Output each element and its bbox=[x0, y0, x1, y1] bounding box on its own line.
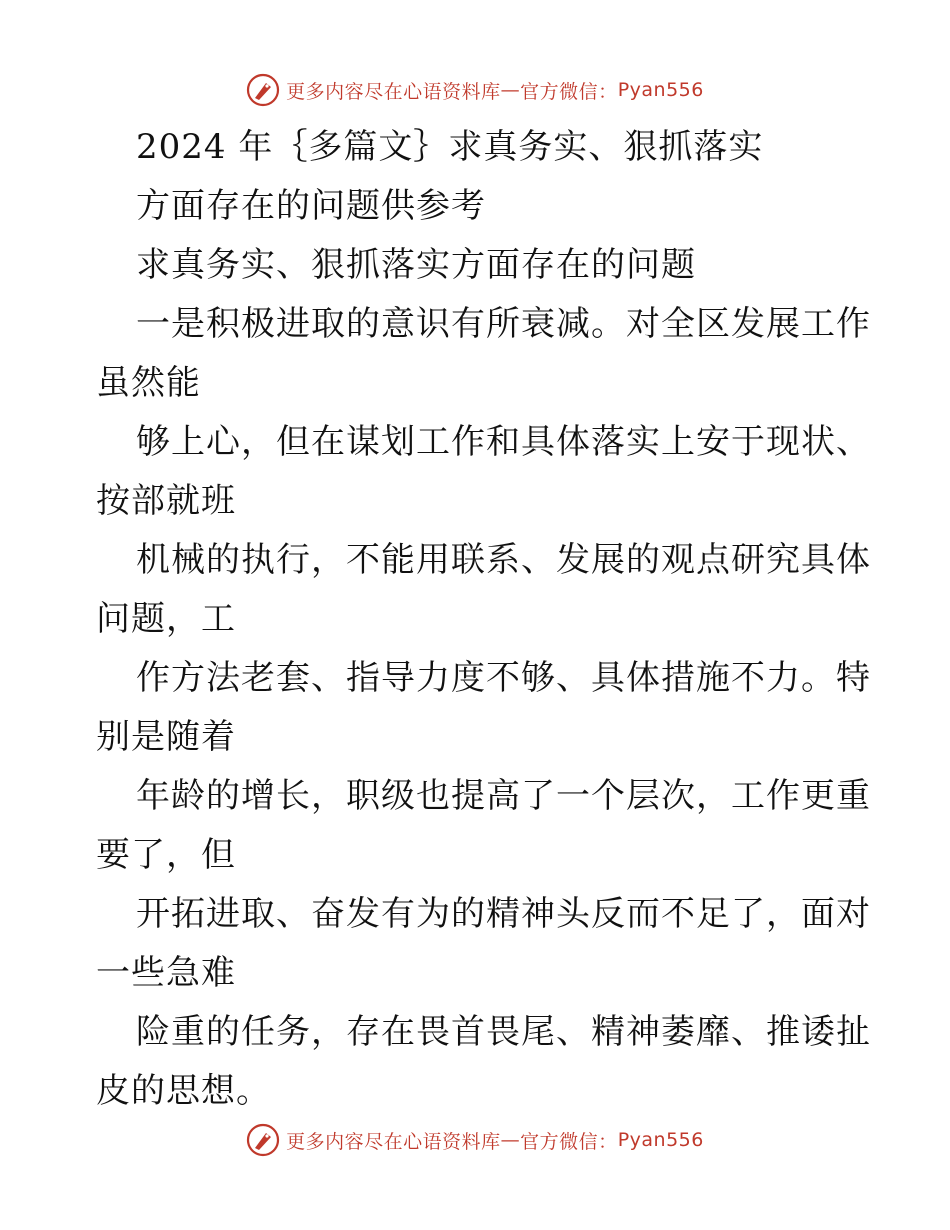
watermark-wechat-label: 官方微信： bbox=[520, 1130, 618, 1153]
watermark-wechat-id: Pyan556 bbox=[617, 79, 704, 101]
paragraph-line: 皮的思想。 bbox=[96, 1071, 271, 1111]
watermark-dash: — bbox=[500, 79, 521, 101]
paragraph-line: 问题，工 bbox=[96, 599, 236, 639]
watermark-text: 更多内容尽在心语资料库 bbox=[286, 1130, 501, 1153]
pen-nib-logo-icon bbox=[246, 1123, 280, 1157]
pen-nib-logo-icon bbox=[246, 73, 280, 107]
header-watermark bbox=[0, 70, 950, 110]
watermark-wechat-label: 官方微信： bbox=[520, 80, 618, 103]
document-body bbox=[96, 118, 871, 1121]
paragraph-line: 够上心，但在谋划工作和具体落实上安于现状、 bbox=[136, 422, 871, 462]
paragraph-line: 一些急难 bbox=[96, 953, 236, 993]
paragraph-line: 一是积极进取的意识有所衰减。对全区发展工作 bbox=[136, 304, 871, 344]
paragraph-line: 别是随着 bbox=[96, 717, 236, 757]
paragraph-line: 机械的执行，不能用联系、发展的观点研究具体 bbox=[136, 540, 871, 580]
paragraph-line: 虽然能 bbox=[96, 363, 201, 403]
paragraph-line: 开拓进取、奋发有为的精神头反而不足了，面对 bbox=[136, 894, 871, 934]
watermark-wechat-id: Pyan556 bbox=[617, 1129, 704, 1151]
paragraph-line: 险重的任务，存在畏首畏尾、精神萎靡、推诿扯 bbox=[136, 1012, 871, 1052]
footer-watermark bbox=[0, 1120, 950, 1160]
paragraph-line: 要了，但 bbox=[96, 835, 236, 875]
watermark-text: 更多内容尽在心语资料库 bbox=[286, 80, 501, 103]
paragraph-line: 年龄的增长，职级也提高了一个层次，工作更重 bbox=[136, 776, 871, 816]
document-title-line-1: 2024 年｛多篇文｝求真务实、狠抓落实 bbox=[136, 127, 764, 167]
watermark-dash: — bbox=[500, 1129, 521, 1151]
section-heading: 求真务实、狠抓落实方面存在的问题 bbox=[136, 245, 696, 285]
paragraph-line: 按部就班 bbox=[96, 481, 236, 521]
document-title-line-2: 方面存在的问题供参考 bbox=[136, 186, 486, 226]
paragraph-line: 作方法老套、指导力度不够、具体措施不力。特 bbox=[136, 658, 871, 698]
